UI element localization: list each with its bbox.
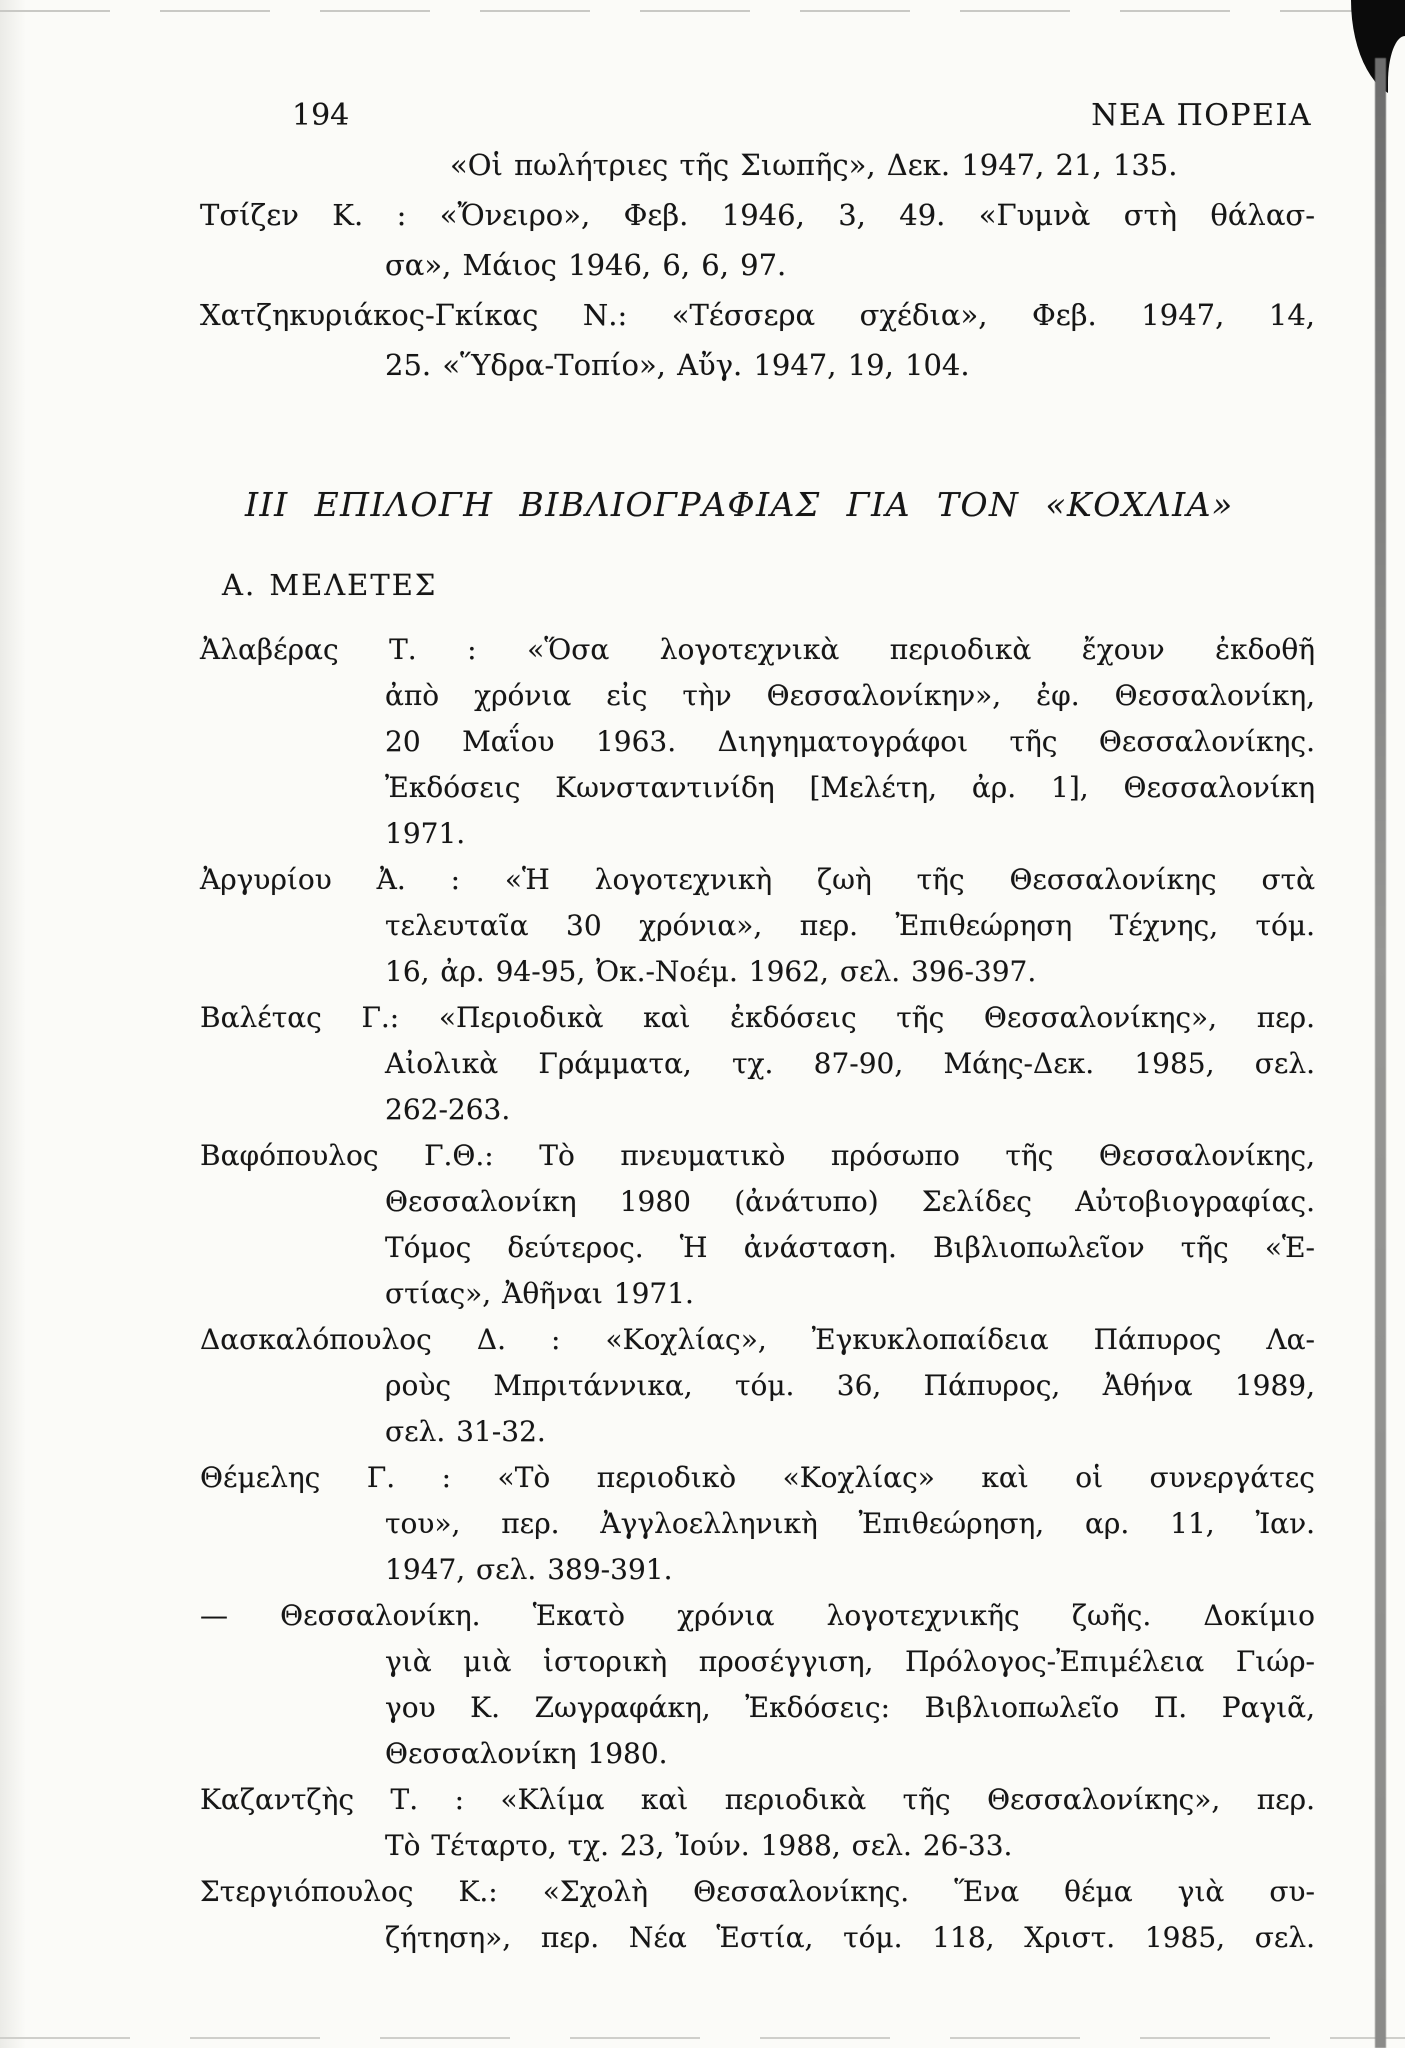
text-line: τελευταῖα 30 χρόνια», περ. Ἐπιθεώρηση Τέχνης, τόμ. [385, 909, 1315, 942]
text-line: σελ. 31-32. [385, 1415, 546, 1448]
text-line: 1947, σελ. 389-391. [385, 1553, 673, 1586]
text-line: Καζαντζὴς Τ. : «Κλίμα καὶ περιοδικὰ τῆς Θεσσαλονίκης», περ. [200, 1783, 1315, 1816]
text-line: 16, ἀρ. 94-95, Ὀκ.-Νοέμ. 1962, σελ. 396-397. [385, 955, 1037, 988]
text-line: Θέμελης Γ. : «Τὸ περιοδικὸ «Κοχλίας» καὶ οἱ συνεργάτες [200, 1461, 1315, 1494]
text-line: ζήτηση», περ. Νέα Ἑστία, τόμ. 118, Χριστ. 1985, σελ. [385, 1921, 1315, 1954]
text-line: Θεσσαλονίκη 1980. [385, 1737, 668, 1770]
section-heading: III ΕΠΙΛΟΓΗ ΒΙΒΛΙΟΓΡΑΦΙΑΣ ΓΙΑ ΤΟΝ «ΚΟΧΛΙΑ» [245, 485, 1234, 524]
text-line: του», περ. Ἀγγλοελληνικὴ Ἐπιθεώρηση, αρ. 11, Ἰαν. [385, 1507, 1315, 1540]
text-line: Ἀργυρίου Ἀ. : «Ἡ λογοτεχνικὴ ζωὴ τῆς Θεσσαλονίκης στὰ [200, 863, 1315, 896]
text-line: Στεργιόπουλος Κ.: «Σχολὴ Θεσσαλονίκης. Ἕνα θέμα γιὰ συ- [200, 1875, 1315, 1908]
text-line: σα», Μάιος 1946, 6, 6, 97. [385, 248, 787, 282]
text-line: Βαλέτας Γ.: «Περιοδικὰ καὶ ἐκδόσεις τῆς Θεσσαλονίκης», περ. [200, 1001, 1315, 1034]
text-line: γου Κ. Ζωγραφάκη, Ἐκδόσεις: Βιβλιοπωλεῖο Π. Ραγιᾶ, [385, 1691, 1315, 1724]
text-line: «Οἱ πωλήτριες τῆς Σιωπῆς», Δεκ. 1947, 21, 135. [450, 148, 1178, 182]
text-column [200, 140, 1315, 1961]
scan-bottom-dashed-line [0, 2037, 1405, 2039]
scan-left-edge-texture [0, 0, 26, 2048]
scan-top-dashed-line [0, 10, 1360, 12]
text-line: 262-263. [385, 1093, 511, 1126]
running-header: ΝΕΑ ΠΟΡΕΙΑ [1091, 98, 1312, 133]
text-line: Χατζηκυριάκος-Γκίκας Ν.: «Τέσσερα σχέδια», Φεβ. 1947, 14, [200, 298, 1315, 332]
text-line: 20 Μαΐου 1963. Διηγηματογράφοι τῆς Θεσσαλονίκης. [385, 725, 1315, 758]
text-line: ροὺς Μπριτάννικα, τόμ. 36, Πάπυρος, Ἀθήνα 1989, [385, 1369, 1315, 1402]
text-line: Θεσσαλονίκη 1980 (ἀνάτυπο) Σελίδες Αὐτοβιογραφίας. [385, 1185, 1315, 1218]
text-line: Τόμος δεύτερος. Ἡ ἀνάσταση. Βιβλιοπωλεῖον τῆς «Ἑ- [385, 1231, 1315, 1264]
page-number: 194 [292, 98, 350, 133]
text-line: ἀπὸ χρόνια εἰς τὴν Θεσσαλονίκην», ἐφ. Θεσσαλονίκη, [385, 679, 1315, 712]
bibliography-list [200, 627, 1315, 1961]
text-line: στίας», Ἀθῆναι 1971. [385, 1277, 694, 1310]
text-line: Τὸ Τέταρτο, τχ. 23, Ἰούν. 1988, σελ. 26-33. [385, 1829, 1013, 1862]
text-line: Ἀλαβέρας Τ. : «Ὅσα λογοτεχνικὰ περιοδικὰ ἔχουν ἐκδοθῆ [200, 633, 1315, 666]
page-header [292, 98, 1312, 134]
text-line: Τσίζεν Κ. : «Ὄνειρο», Φεβ. 1946, 3, 49. «Γυμνὰ στὴ θάλασ- [200, 198, 1315, 232]
subsection-heading: Α. ΜΕΛΕΤΕΣ [222, 568, 438, 602]
text-line: γιὰ μιὰ ἱστορικὴ προσέγγιση, Πρόλογος-Ἐπιμέλεια Γιώρ- [385, 1645, 1315, 1678]
text-line: Δασκαλόπουλος Δ. : «Κοχλίας», Ἐγκυκλοπαίδεια Πάπυρος Λα- [200, 1323, 1315, 1356]
text-line: 1971. [385, 817, 466, 850]
scan-right-edge-strip [1375, 58, 1386, 2048]
text-line: Ἐκδόσεις Κωνσταντινίδη [Μελέτη, ἀρ. 1], Θεσσαλονίκη [385, 771, 1315, 804]
text-line: Βαφόπουλος Γ.Θ.: Τὸ πνευματικὸ πρόσωπο τῆς Θεσσαλονίκης, [200, 1139, 1315, 1172]
text-line: — Θεσσαλονίκη. Ἑκατὸ χρόνια λογοτεχνικῆς ζωῆς. Δοκίμιο [200, 1599, 1315, 1632]
text-line: 25. «Ὕδρα-Τοπίο», Αὔγ. 1947, 19, 104. [385, 348, 970, 382]
bibliography-continuation-block [200, 140, 1315, 390]
text-line: Αἰολικὰ Γράμματα, τχ. 87-90, Μάης-Δεκ. 1985, σελ. [385, 1047, 1315, 1080]
